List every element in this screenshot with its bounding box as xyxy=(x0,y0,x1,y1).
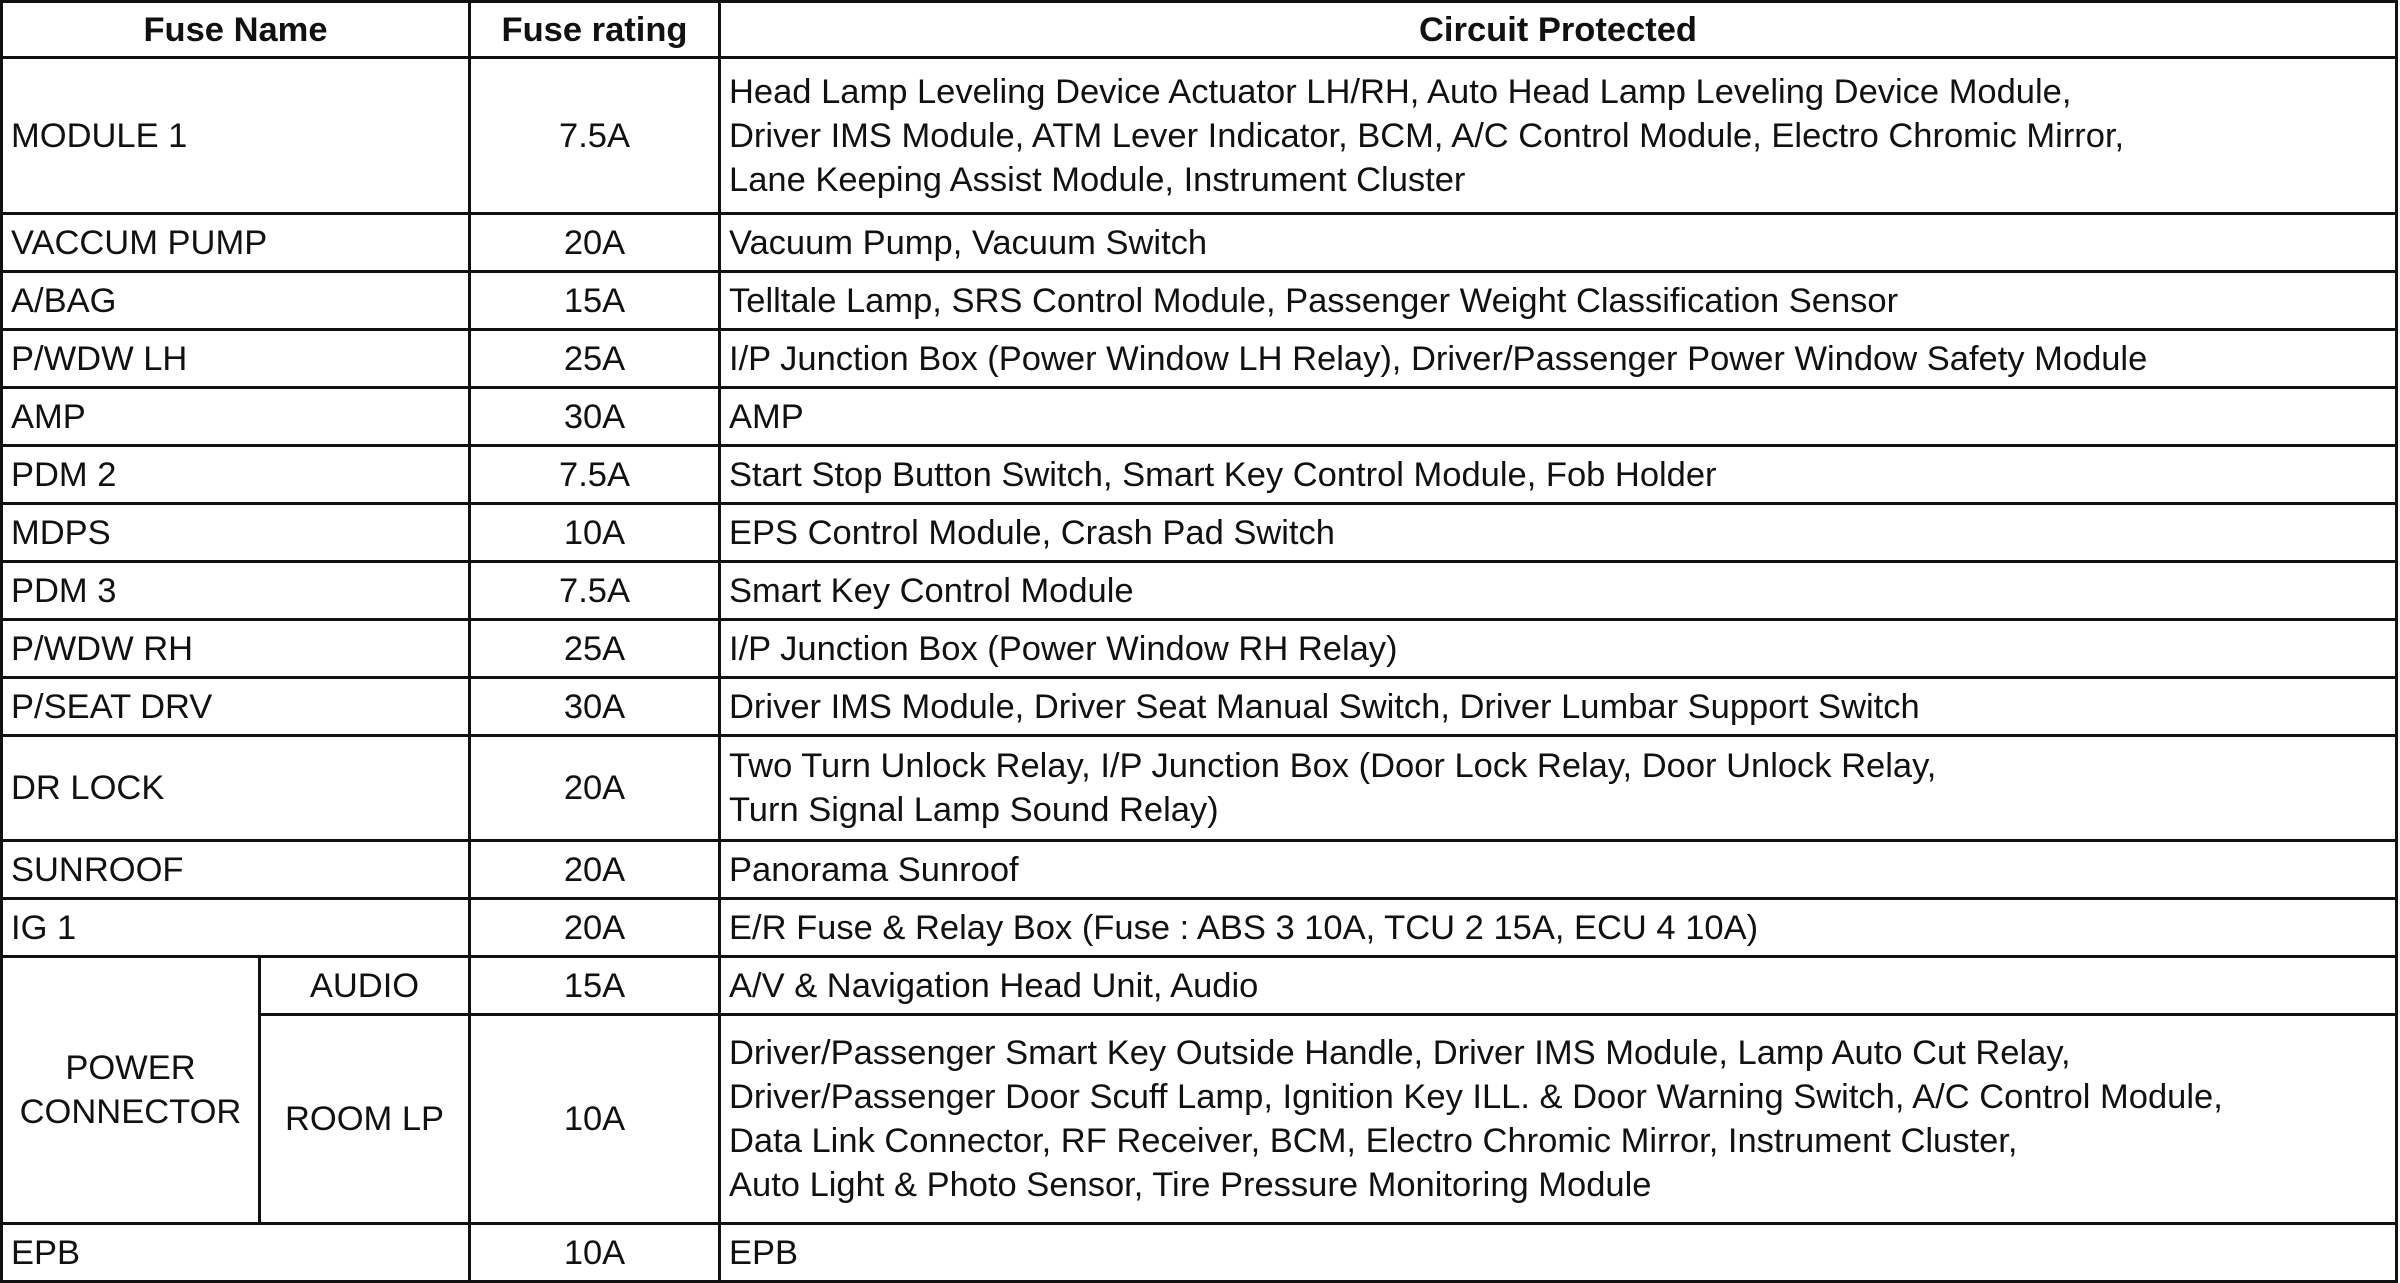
table-row xyxy=(2,620,2397,678)
circuit-cell: I/P Junction Box (Power Window LH Relay), Driver/Passenger Power Window Safety Module xyxy=(720,330,2397,388)
circuit-line: Data Link Connector, RF Receiver, BCM, Electro Chromic Mirror, Instrument Cluster, xyxy=(729,1122,2018,1160)
circuit-line: Turn Signal Lamp Sound Relay) xyxy=(729,791,1219,829)
fuse-name-cell: SUNROOF xyxy=(2,841,470,899)
circuit-cell: Panorama Sunroof xyxy=(720,841,2397,899)
fuse-rating-cell: 25A xyxy=(470,620,720,678)
power-connector-group-cell xyxy=(2,957,260,1224)
table-row xyxy=(2,58,2397,214)
circuit-cell: I/P Junction Box (Power Window RH Relay) xyxy=(720,620,2397,678)
fuse-name-cell: AMP xyxy=(2,388,470,446)
fuse-name-cell: PDM 3 xyxy=(2,562,470,620)
circuit-cell: E/R Fuse & Relay Box (Fuse : ABS 3 10A, TCU 2 15A, ECU 4 10A) xyxy=(720,899,2397,957)
fuse-rating-cell: 7.5A xyxy=(470,446,720,504)
table-row xyxy=(2,562,2397,620)
table-row xyxy=(2,841,2397,899)
fuse-subname-cell: ROOM LP xyxy=(260,1015,470,1224)
circuit-line: Lane Keeping Assist Module, Instrument Cluster xyxy=(729,160,1466,199)
fuse-rating-cell: 20A xyxy=(470,841,720,899)
fuse-subname-cell: AUDIO xyxy=(260,957,470,1015)
fuse-name-cell: VACCUM PUMP xyxy=(2,214,470,272)
fuse-name-cell: P/SEAT DRV xyxy=(2,678,470,736)
fuse-rating-cell: 7.5A xyxy=(470,58,720,214)
header-fuse-rating: Fuse rating xyxy=(470,2,720,58)
circuit-line: Two Turn Unlock Relay, I/P Junction Box (Door Lock Relay, Door Unlock Relay, xyxy=(729,747,1937,785)
table-row xyxy=(2,1224,2397,1282)
fuse-name-cell: A/BAG xyxy=(2,272,470,330)
circuit-cell: Driver IMS Module, Driver Seat Manual Switch, Driver Lumbar Support Switch xyxy=(720,678,2397,736)
circuit-line: Driver/Passenger Smart Key Outside Handle, Driver IMS Module, Lamp Auto Cut Relay, xyxy=(729,1034,2071,1072)
circuit-cell: EPB xyxy=(720,1224,2397,1282)
table-row xyxy=(2,736,2397,841)
fuse-rating-cell: 25A xyxy=(470,330,720,388)
circuit-cell xyxy=(720,58,2397,214)
fuse-rating-cell: 15A xyxy=(470,957,720,1015)
circuit-cell xyxy=(720,1015,2397,1224)
circuit-line: Driver IMS Module, ATM Lever Indicator, BCM, A/C Control Module, Electro Chromic Mirror, xyxy=(729,116,2125,155)
header-fuse-name: Fuse Name xyxy=(2,2,470,58)
table-row xyxy=(2,504,2397,562)
fuse-name-cell: DR LOCK xyxy=(2,736,470,841)
table-row xyxy=(2,678,2397,736)
fuse-name-cell: IG 1 xyxy=(2,899,470,957)
table-row xyxy=(2,214,2397,272)
table-row xyxy=(2,957,2397,1015)
fuse-rating-cell: 10A xyxy=(470,504,720,562)
circuit-cell: Start Stop Button Switch, Smart Key Control Module, Fob Holder xyxy=(720,446,2397,504)
fuse-rating-cell: 10A xyxy=(470,1224,720,1282)
fuse-name-cell: MODULE 1 xyxy=(2,58,470,214)
circuit-cell: EPS Control Module, Crash Pad Switch xyxy=(720,504,2397,562)
power-connector-label-line: POWER xyxy=(65,1049,196,1087)
header-row xyxy=(2,2,2397,58)
header-circuit-protected: Circuit Protected xyxy=(720,2,2397,58)
circuit-cell xyxy=(720,736,2397,841)
table-row xyxy=(2,388,2397,446)
circuit-cell: Telltale Lamp, SRS Control Module, Passenger Weight Classification Sensor xyxy=(720,272,2397,330)
fuse-rating-cell: 30A xyxy=(470,678,720,736)
fuse-name-cell: MDPS xyxy=(2,504,470,562)
table-row xyxy=(2,899,2397,957)
circuit-cell: A/V & Navigation Head Unit, Audio xyxy=(720,957,2397,1015)
table-row xyxy=(2,446,2397,504)
circuit-line: Head Lamp Leveling Device Actuator LH/RH, Auto Head Lamp Leveling Device Module, xyxy=(729,72,2072,111)
table-row xyxy=(2,272,2397,330)
circuit-line: Driver/Passenger Door Scuff Lamp, Ignition Key ILL. & Door Warning Switch, A/C Control Module, xyxy=(729,1078,2223,1116)
fuse-rating-cell: 20A xyxy=(470,214,720,272)
power-connector-label-line: CONNECTOR xyxy=(19,1093,242,1131)
circuit-line: Auto Light & Photo Sensor, Tire Pressure Monitoring Module xyxy=(729,1166,1652,1204)
table-row xyxy=(2,1015,2397,1224)
circuit-cell: Smart Key Control Module xyxy=(720,562,2397,620)
fuse-rating-cell: 30A xyxy=(470,388,720,446)
fuse-name-cell: P/WDW RH xyxy=(2,620,470,678)
circuit-cell: AMP xyxy=(720,388,2397,446)
fuse-rating-cell: 10A xyxy=(470,1015,720,1224)
fuse-rating-cell: 20A xyxy=(470,736,720,841)
table-row xyxy=(2,330,2397,388)
fuse-name-cell: EPB xyxy=(2,1224,470,1282)
fuse-name-cell: PDM 2 xyxy=(2,446,470,504)
circuit-cell: Vacuum Pump, Vacuum Switch xyxy=(720,214,2397,272)
fuse-rating-cell: 7.5A xyxy=(470,562,720,620)
fuse-rating-cell: 20A xyxy=(470,899,720,957)
fuse-rating-cell: 15A xyxy=(470,272,720,330)
fuse-name-cell: P/WDW LH xyxy=(2,330,470,388)
